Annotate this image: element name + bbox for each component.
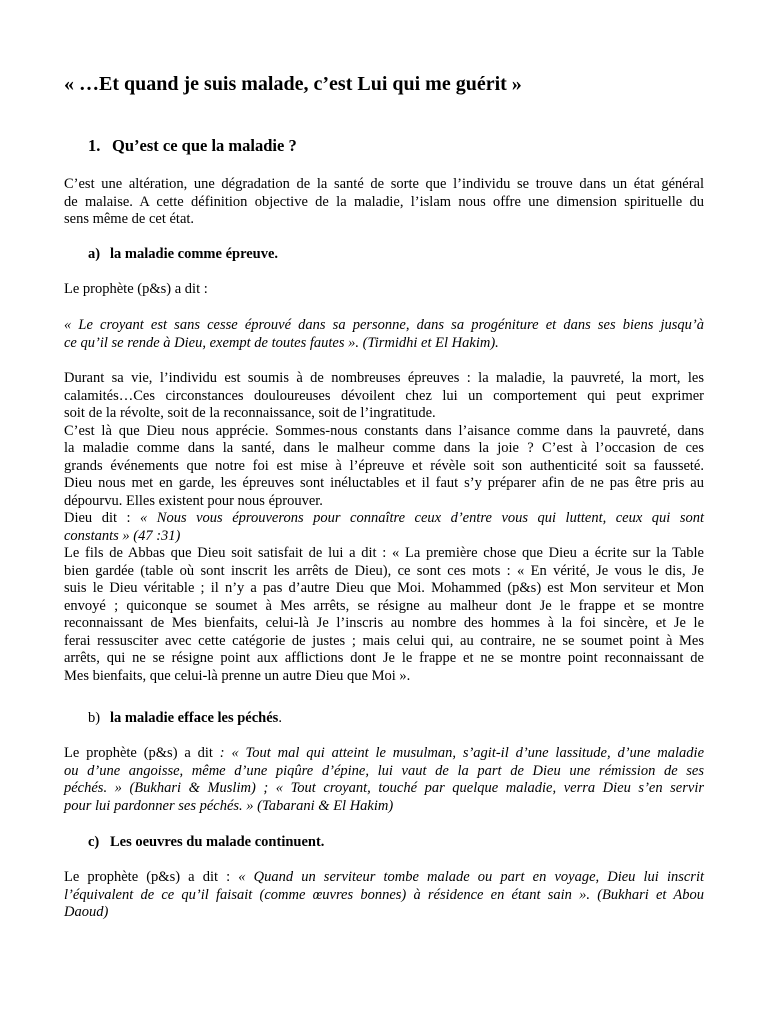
document-title: « …Et quand je suis malade, c’est Lui qui me guérit » bbox=[64, 73, 522, 95]
subsection-b-line: ou d’une angoisse, même d’une piqûre d’épine, lui vaut de la part de Dieu une rémission de ses bbox=[64, 762, 704, 779]
section-1-heading bbox=[88, 137, 297, 155]
subsection-b-prefix: Le prophète (p&s) a dit bbox=[64, 745, 213, 761]
subsection-a-quote bbox=[64, 317, 704, 352]
body-line: C’est là que Dieu nous apprécie. Sommes-nous constants dans l’aisance comme dans la pauvreté, dans bbox=[64, 422, 704, 439]
subsection-a-number: a) bbox=[88, 246, 101, 262]
abbas-line: Le fils de Abbas que Dieu soit satisfait de lui a dit : « La première chose que Dieu a écrite sur la Table bbox=[64, 545, 704, 561]
body-line: Dieu nous met en garde, les épreuves sont inéluctables et il faut s’y préparer afin de ne pas être pris au bbox=[64, 475, 704, 491]
abbas-line: envoyé ; quiconque se soumet à Mes arrêts, se résigne au malheur dont Je le frappe et se montre bbox=[64, 597, 704, 614]
abbas-line: arrêts, qui ne se résigne point aux afflictions dont Je le frappe et ne se montre point reconnaissant de bbox=[64, 650, 704, 666]
subsection-a-intro bbox=[64, 281, 704, 299]
subsection-b-heading-text: la maladie efface les péchés bbox=[110, 710, 279, 726]
subsection-b-heading bbox=[88, 710, 282, 728]
abbas-line: reconnaissant de Mes bienfaits, celui-là Je l’inscris au nombre des hommes à la foi sincère, et Je le bbox=[64, 615, 704, 631]
subsection-c-heading bbox=[88, 834, 324, 852]
body-line: dépourvu. Elles existent pour nous éprouver. bbox=[64, 492, 323, 509]
subsection-b-quote: : « Tout mal qui atteint le musulman, s’agit-il d’une lassitude, d’une maladie bbox=[219, 745, 705, 761]
intro-line: de malaise. A cette définition objective de la maladie, l’islam nous offre une dimension spirituelle du bbox=[64, 193, 704, 210]
section-1-heading-text: Qu’est ce que la maladie ? bbox=[112, 136, 297, 155]
subsection-a-body bbox=[64, 370, 704, 685]
subsection-b-body bbox=[64, 745, 704, 815]
subsection-c-line: l’équivalent de ce qu’il faisait (comme œuvres bonnes) à résidence en étant sain ». (Bukhari et Abou bbox=[64, 886, 704, 903]
quote-line: « Le croyant est sans cesse éprouvé dans sa personne, dans sa progéniture et dans ses biens jusqu’à bbox=[64, 317, 704, 333]
subsection-c-line bbox=[64, 869, 704, 887]
quote-line: ce qu’il se rende à Dieu, exempt de toutes fautes ». (Tirmidhi et El Hakim). bbox=[64, 334, 499, 351]
subsection-c-body bbox=[64, 869, 704, 922]
dieu-dit-quote: « Nous vous éprouverons pour connaître ceux d’entre vous qui luttent, ceux qui sont bbox=[140, 510, 704, 526]
subsection-b-number: b) bbox=[88, 710, 101, 726]
subsection-c-line: Daoud) bbox=[64, 904, 109, 920]
dieu-dit-prefix: Dieu dit : bbox=[64, 510, 131, 526]
abbas-line: bien gardée (table où sont inscrit les arrêts de Dieu), ce sont ces mots : « En vérité, Je vous le dis, Je bbox=[64, 562, 704, 579]
body-line: Durant sa vie, l’individu est soumis à de nombreuses épreuves : la maladie, la pauvreté, la mort, les bbox=[64, 370, 704, 386]
body-line: la maladie comme dans la santé, dans le malheur comme dans la joie ? C’est à l’occasion de ces bbox=[64, 440, 704, 456]
section-1-number: 1. bbox=[88, 136, 101, 155]
subsection-b-line bbox=[64, 745, 704, 763]
subsection-c-number: c) bbox=[88, 834, 100, 850]
subsection-a-heading bbox=[88, 246, 278, 264]
abbas-line: ferai ressusciter avec cette catégorie de justes ; mais celui qui, au contraire, ne se soumet point à Mes bbox=[64, 632, 704, 649]
body-line: soit de la révolte, soit de la reconnaissance, soit de l’ingratitude. bbox=[64, 405, 436, 421]
subsection-a-heading-text: la maladie comme épreuve. bbox=[110, 246, 279, 262]
subsection-a-intro-line: Le prophète (p&s) a dit : bbox=[64, 281, 208, 297]
dieu-dit-line bbox=[64, 510, 704, 528]
subsection-b-line: péchés. » (Bukhari & Muslim) ; « Tout croyant, touché par quelque maladie, verra Dieu s’en servir bbox=[64, 780, 704, 796]
dieu-dit-quote-line: constants » (47 :31) bbox=[64, 527, 181, 544]
intro-line: sens même de cet état. bbox=[64, 211, 195, 227]
subsection-c-prefix: Le prophète (p&s) a dit : bbox=[64, 869, 231, 885]
subsection-b-heading-suffix: . bbox=[278, 710, 282, 726]
subsection-b-line: pour lui pardonner ses péchés. » (Tabarani & El Hakim) bbox=[64, 797, 394, 814]
body-line: grands événements que notre foi est mise à l’épreuve et révèle soit son authenticité soit sa fausseté. bbox=[64, 457, 704, 474]
subsection-c-heading-text: Les oeuvres du malade continuent. bbox=[110, 834, 325, 850]
intro-line: C’est une altération, une dégradation de la santé de sorte que l’individu se trouve dans un état général bbox=[64, 176, 704, 192]
subsection-c-quote: « Quand un serviteur tombe malade ou part en voyage, Dieu lui inscrit bbox=[238, 869, 705, 885]
section-1-intro-paragraph bbox=[64, 176, 704, 229]
abbas-line: Mes bienfaits, que celui-là prenne un autre Dieu que Moi ». bbox=[64, 667, 411, 684]
body-line: calamités…Ces circonstances douloureuses dévoilent chez lui un comportement qui peut exprimer bbox=[64, 387, 704, 404]
abbas-line: suis le Dieu véritable ; il n’y a pas d’autre Dieu que Moi. Mohammed (p&s) est Mon serviteur et Mon bbox=[64, 580, 704, 596]
